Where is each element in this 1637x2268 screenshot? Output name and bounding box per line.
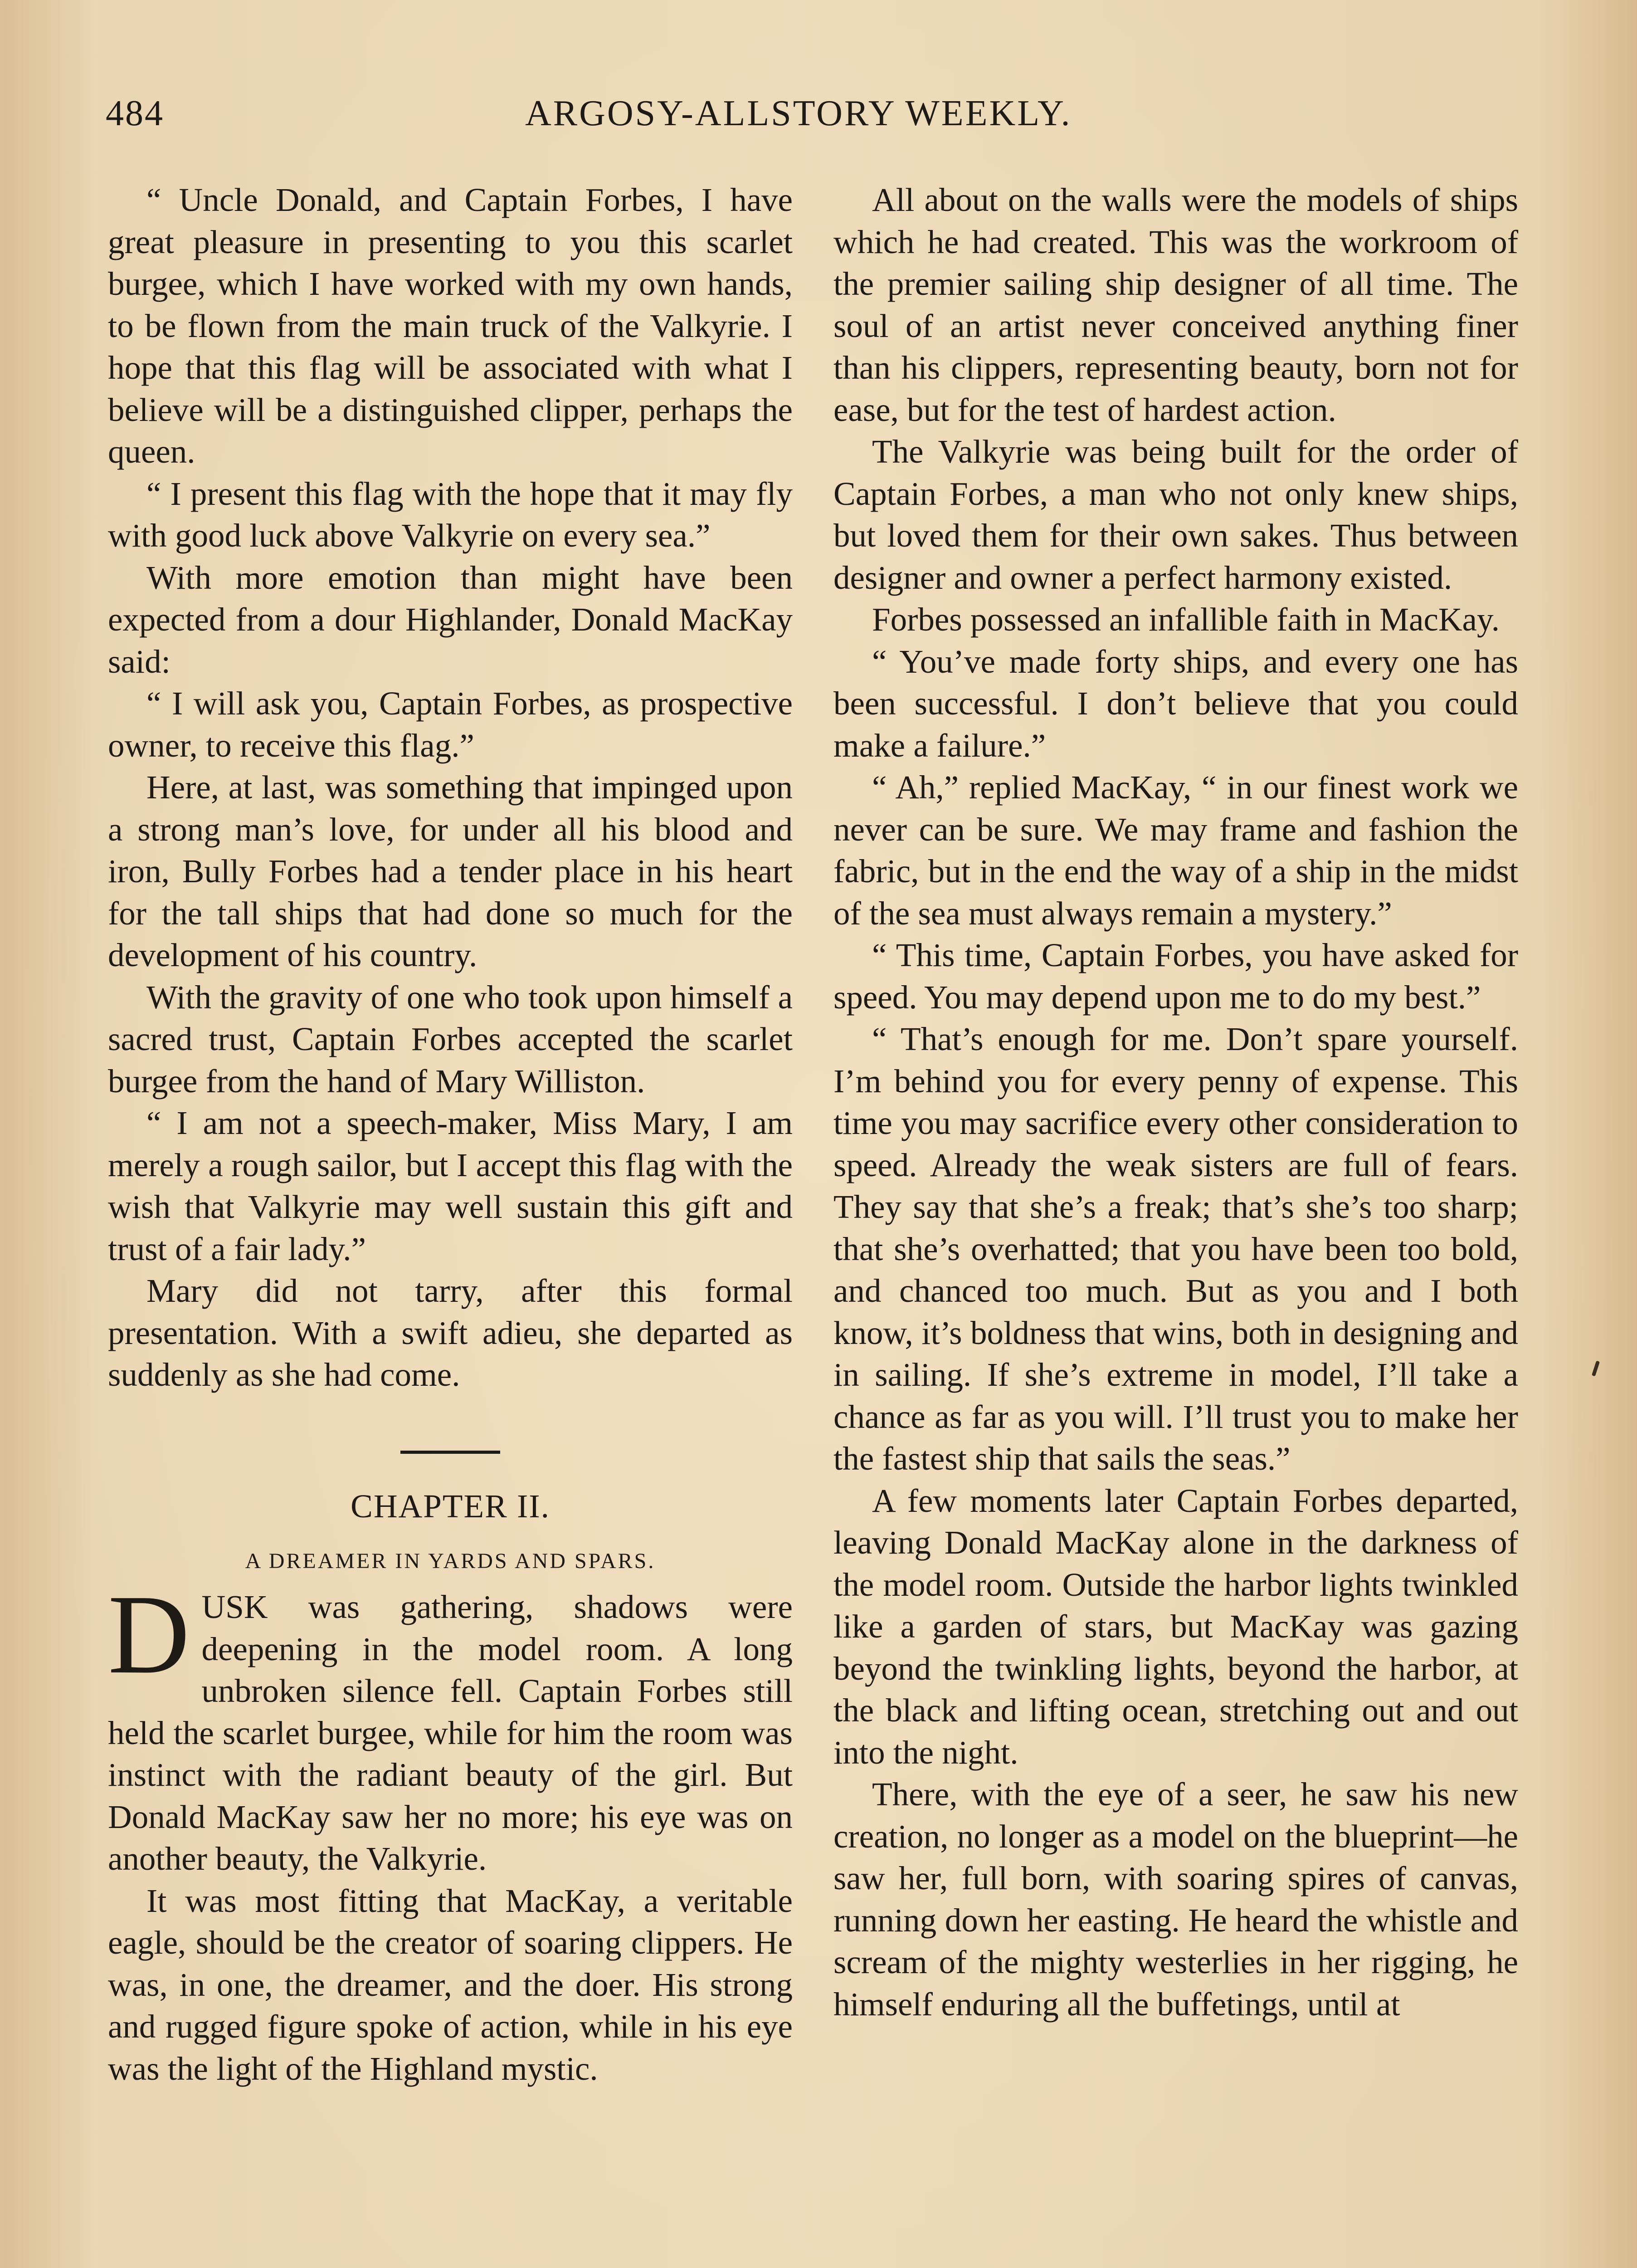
paragraph: “ Uncle Donald, and Captain Forbes, I have great pleasure in presenting to you this scarlet burgee, which I have worked with my own hands, to be flown from the main truck of the Valkyrie. I hope that this flag will be associated with what I believe will be a distinguished clipper, perhaps the queen. — [108, 181, 793, 470]
opening-text: was gathering, shadows were deepening in the model room. A long unbroken silence fell. Captain Forbes still held the scarlet burgee, while for him the room was instinct with the radiant beauty of the girl. But Donald MacKay saw her no more; his eye was on another beauty, the Valkyrie. — [108, 1589, 793, 1877]
paragraph: “ You’ve made forty ships, and every one has been successful. I don’t believe that you could make a failure.” — [833, 643, 1518, 764]
chapter-subtitle: A DREAMER IN YARDS AND SPARS. — [245, 1549, 656, 1573]
paragraph: “ I present this flag with the hope that it may fly with good luck above Valkyrie on every sea.” — [108, 475, 793, 554]
paragraph: With more emotion than might have been expected from a dour Highlander, Donald MacKay said: — [108, 559, 793, 680]
chapter-title: CHAPTER II. — [351, 1487, 550, 1525]
paragraph: “ This time, Captain Forbes, you have asked for speed. You may depend upon me to do my best.” — [833, 937, 1518, 1016]
print-speck — [1592, 1361, 1600, 1377]
paragraph: A few moments later Captain Forbes departed, leaving Donald MacKay alone in the darkness of the model room. Outside the harbor lights twinkled like a garden of stars, but MacKay was gazing beyond the twinkling lights, beyond the harbor, at the black and lifting ocean, stretching out and out into the night. — [833, 1482, 1518, 1771]
page-number: 484 — [106, 93, 164, 133]
paragraph: There, with the eye of a seer, he saw his new creation, no longer as a model on the blueprint—he saw her, full born, with soaring spires of canvas, running down her easting. He heard the whistle and scream of the mighty westerlies in her rigging, he himself enduring all the buffetings, until at — [833, 1776, 1518, 2023]
opening-smallcaps: USK — [201, 1589, 268, 1625]
paragraph: It was most fitting that MacKay, a veritable eagle, should be the creator of soaring clippers. He was, in one, the dreamer, and the doer. His strong and rugged figure spoke of action, while in his eye was the light of the Highland mystic. — [108, 1882, 793, 2087]
paragraph: “ Ah,” replied MacKay, “ in our finest work we never can be sure. We may frame and fashion the fabric, but in the end the way of a ship in the midst of the sea must always remain a mystery.” — [833, 769, 1518, 932]
right-column — [833, 179, 1518, 2025]
paragraph: With the gravity of one who took upon himself a sacred trust, Captain Forbes accepted the scarlet burgee from the hand of Mary Williston. — [108, 978, 793, 1100]
paragraph: All about on the walls were the models of ships which he had created. This was the workroom of the premier sailing ship designer of all time. The soul of an artist never conceived anything finer than his clippers, representing beauty, born not for ease, but for the test of hardest action. — [833, 181, 1518, 428]
drop-cap: D — [108, 1572, 190, 1697]
paragraph: “ I will ask you, Captain Forbes, as prospective owner, to receive this flag.” — [108, 685, 793, 764]
running-head: ARGOSY-ALLSTORY WEEKLY. — [525, 93, 1072, 133]
paragraph: Forbes possessed an infallible faith in MacKay. — [872, 601, 1500, 638]
section-divider — [400, 1451, 500, 1454]
paragraph: Here, at last, was something that impinged upon a strong man’s love, for under all his blood and iron, Bully Forbes had a tender place in his heart for the tall ships that had done so much for the development of his country. — [108, 769, 793, 973]
page-header — [106, 93, 1546, 147]
paragraph: Mary did not tarry, after this formal presentation. With a swift adieu, she departed as suddenly as she had come. — [108, 1272, 793, 1393]
paragraph: “ That’s enough for me. Don’t spare yourself. I’m behind you for every penny of expense. This time you may sacrifice every other consideration to speed. Already the weak sisters are full of fears. They say that she’s a freak; that’s she’s too sharp; that she’s overhatted; that you have been too bold, and chanced too much. But as you and I both know, it’s boldness that wins, both in designing and in sailing. If she’s extreme in model, I’ll take a chance as far as you will. I’ll trust you to make her the fastest ship that sails the seas.” — [833, 1021, 1518, 1477]
paragraph: “ I am not a speech-maker, Miss Mary, I am merely a rough sailor, but I accept this flag with the wish that Valkyrie may well sustain this gift and trust of a fair lady.” — [108, 1105, 793, 1267]
opening-paragraph — [108, 1572, 793, 1880]
paragraph: The Valkyrie was being built for the order of Captain Forbes, a man who not only knew ships, but loved them for their own sakes. Thus between designer and owner a perfect harmony existed. — [833, 433, 1518, 596]
left-column — [108, 179, 793, 2090]
